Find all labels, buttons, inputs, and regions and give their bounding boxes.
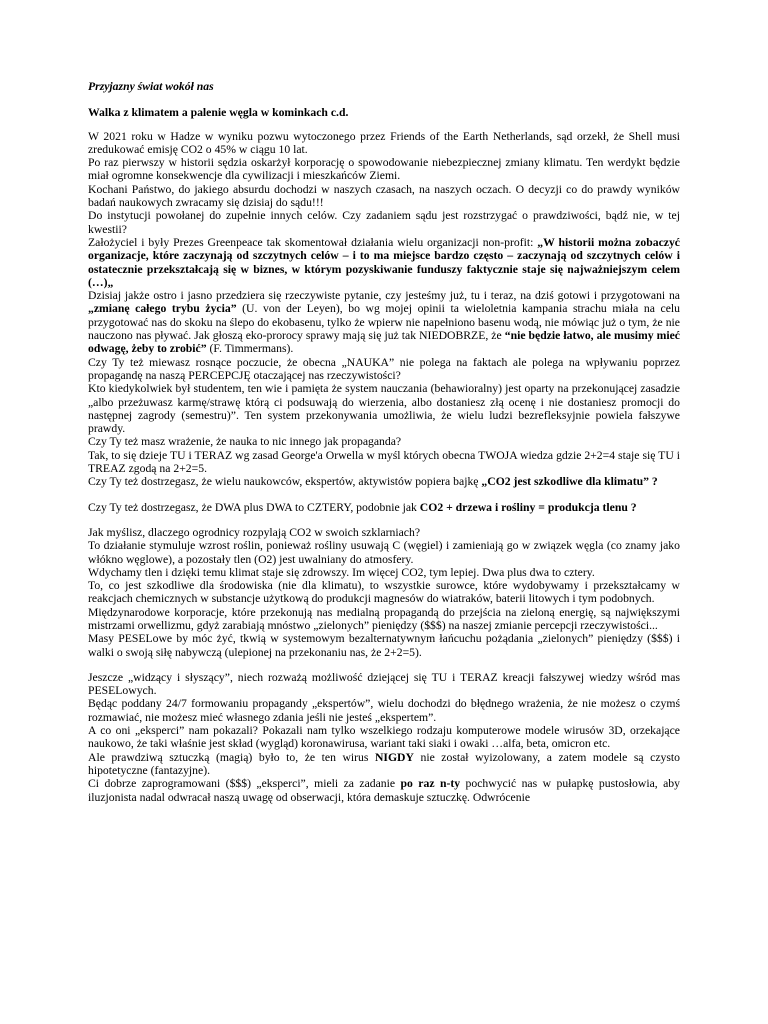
bold-text: „W historii można zobaczyć organizacje, które zaczynają od szczytnych celów – i to ma miejsce bardzo często – zaczynają od szczytnych celów i ostatecznie przekształcają się w biznes, w którym pozyskiwanie funduszy faktycznie staje się najważniejszym celem (…)„ [88, 235, 680, 289]
text-run: To, co jest szkodliwe dla środowiska (nie dla klimatu), to wszystkie surowce, które wydobywamy i przekształcamy w reakcjach chemicznych w substancje użytkową do produkcji magnesów do wiatraków, baterii litowych i tym podobnych. [88, 579, 680, 606]
paragraph [88, 526, 680, 539]
paragraph [88, 539, 680, 566]
paragraph [88, 475, 680, 488]
paragraph [88, 579, 680, 606]
text-run: To działanie stymuluje wzrost roślin, ponieważ rośliny usuwają C (węgiel) i zamieniają go w związek węgla (co znamy jako włókno węglowe), a pozostały tlen (O2) jest uwalniany do atmosfery. [88, 539, 680, 566]
document-page [88, 80, 680, 804]
paragraph-spacer [88, 489, 680, 501]
article-title: Walka z klimatem a palenie węgla w kominkach c.d. [88, 106, 349, 120]
text-run: Jak myślisz, dlaczego ogrodnicy rozpylają CO2 w swoich szklarniach? [88, 525, 421, 539]
paragraph [88, 632, 680, 659]
paragraph [88, 724, 680, 751]
paragraph [88, 751, 680, 778]
paragraph [88, 130, 680, 157]
paragraph [88, 382, 680, 435]
text-run: nie został wyizolowany, a zatem modele są czysto hipotetyczne (fantazyjne). [88, 750, 680, 777]
text-run: Ale prawdziwą sztuczką (magią) było to, że ten wirus [88, 750, 375, 764]
text-run: Czy Ty też miewasz rosnące poczucie, że obecna „NAUKA” nie polega na faktach ale polega na wpływaniu poprzez propagandę na naszą PERCEPCJĘ otaczającej nas rzeczywistości? [88, 355, 680, 382]
paragraph [88, 671, 680, 698]
text-run: Założyciel i były Prezes Greenpeace tak skomentował działania wielu organizacji non-profit: [88, 235, 538, 249]
text-run: Czy Ty też dostrzegasz, że wielu naukowców, ekspertów, aktywistów popiera bajkę [88, 475, 482, 489]
text-run: W 2021 roku w Hadze w wyniku pozwu wytoczonego przez Friends of the Earth Netherlands, sąd orzekł, że Shell musi zredukować emisję CO2 o 45% w ciągu 10 lat. [88, 129, 680, 156]
text-run: Będąc poddany 24/7 formowaniu propagandy „ekspertów”, wielu dochodzi do błędnego wrażenia, że nie możesz o czymś rozmawiać, nie możesz mieć własnego zdania jeśli nie jesteś „ekspertem”. [88, 697, 680, 724]
text-run: Kochani Państwo, do jakiego absurdu dochodzi w naszych czasach, na naszych oczach. O decyzji co do prawdy wyników badań naukowych zwracamy się dzisiaj do sądu!!! [88, 182, 680, 210]
text-run: Masy PESELowe by móc żyć, tkwią w systemowym bezalternatywnym łańcuchu pożądania „zielonych” pieniędzy ($$$) i walki o swoją siłę nabywczą (ulepionej na przekonaniu nas, że 2+2=5). [88, 632, 680, 659]
text-run: Kto kiedykolwiek był studentem, ten wie i pamięta że system nauczania (behawioralny) jest oparty na przekonującej zasadzie „albo przeżuwasz karmę/strawę którą ci podsuwają do wierzenia, albo dostaniesz złą ocenę i nie dostaniesz promocji do następnej zagrody (semestru)”. Ten system przekonywania umożliwia, że wielu ludzi bezrefleksyjnie powiela fałszywe prawdy. [88, 382, 680, 436]
paragraph [88, 356, 680, 383]
paragraph [88, 606, 680, 633]
paragraph [88, 566, 680, 579]
bold-text: po raz n-ty [400, 777, 461, 791]
article-body [88, 130, 680, 804]
bold-text: “nie będzie łatwo, ale musimy mieć odwagę, żeby to zrobić” [88, 329, 680, 356]
paragraph-spacer [88, 659, 680, 671]
paragraph [88, 501, 680, 514]
text-run: (U. von der Leyen), bo wg mojej opinii ta wieloletnia kampania strachu miała na celu przygotować nas do skoku na ślepo do ekobasenu, tylko że wpierw nie napełniono basenu wodą, nie mówiąc już o tym, że nie nauczono nas pływać. Jak głoszą eko-prorocy sprawy mają się już tak NIEDOBRZE, że [88, 302, 680, 343]
bold-text: CO2 + drzewa i rośliny = produkcja tlenu ? [419, 500, 637, 514]
paragraph [88, 435, 680, 448]
text-run: (F. Timmermans). [206, 342, 294, 356]
paragraph [88, 156, 680, 183]
bold-text: NIGDY [374, 750, 414, 764]
paragraph [88, 289, 680, 355]
text-run: A co oni „eksperci” nam pokazali? Pokazali nam tylko wszelkiego rodzaju komputerowe modele wirusów 3D, orzekające naukowo, że taki właśnie jest skład (wygląd) koronawirusa, wariant taki siaki i owaki …alfa, beta, omicron etc. [88, 724, 680, 751]
text-run: Międzynarodowe korporacje, które przekonują nas medialną propagandą do przejścia na zieloną energię, są największymi mistrzami orwellizmu, gdyż zarabiają mnóstwo „zielonych” pieniędzy ($$$) na naszej zmianie percepcji rzeczywistości... [88, 605, 680, 632]
paragraph [88, 236, 680, 289]
paragraph [88, 777, 680, 804]
bold-text: „CO2 jest szkodliwe dla klimatu” ? [481, 475, 658, 489]
text-run: Czy Ty też masz wrażenie, że nauka to nic innego jak propaganda? [88, 435, 402, 449]
section-title: Przyjazny świat wokół nas [88, 80, 214, 93]
paragraph-spacer [88, 514, 680, 526]
text-run: pochwycić nas w pułapkę pustosłowia, aby iluzjonista nadal odwracał naszą uwagę od obserwacji, która demaskuje sztuczkę. Odwrócenie [88, 777, 680, 804]
paragraph [88, 697, 680, 724]
paragraph [88, 183, 680, 210]
paragraph [88, 209, 680, 236]
text-run: Czy Ty też dostrzegasz, że DWA plus DWA to CZTERY, podobnie jak [88, 500, 420, 514]
text-run: Do instytucji powołanej do zupełnie innych celów. Czy zadaniem sądu jest rozstrzygać o prawdziwości, bądź nie, w tej kwestii? [88, 209, 680, 236]
text-run: Jeszcze „widzący i słyszący”, niech rozważą możliwość dziejącej się TU i TERAZ kreacji fałszywej wiedzy wśród mas PESELowych. [88, 670, 680, 698]
text-run: Dzisiaj jakże ostro i jasno przedziera się rzeczywiste pytanie, czy jesteśmy już, tu i teraz, na dziś gotowi i przygotowani na [88, 289, 680, 303]
paragraph [88, 449, 680, 476]
text-run: Po raz pierwszy w historii sędzia oskarżył korporację o spowodowanie niebezpiecznej zmiany klimatu. Ten werdykt będzie miał ogromne konsekwencje dla cywilizacji i mieszkańców Ziemi. [88, 156, 680, 183]
text-run: Tak, to się dzieje TU i TERAZ wg zasad George'a Orwella w myśl których obecna TWOJA wiedza gdzie 2+2=4 staje się TU i TREAZ zgodą na 2+2=5. [88, 448, 680, 476]
text-run: Wdychamy tlen i dzięki temu klimat staje się zdrowszy. Im więcej CO2, tym lepiej. Dwa plus dwa to cztery. [88, 565, 595, 579]
text-run: Ci dobrze zaprogramowani ($$$) „eksperci”, mieli za zadanie [88, 777, 401, 791]
bold-text: „zmianę całego trybu życia” [88, 302, 237, 316]
